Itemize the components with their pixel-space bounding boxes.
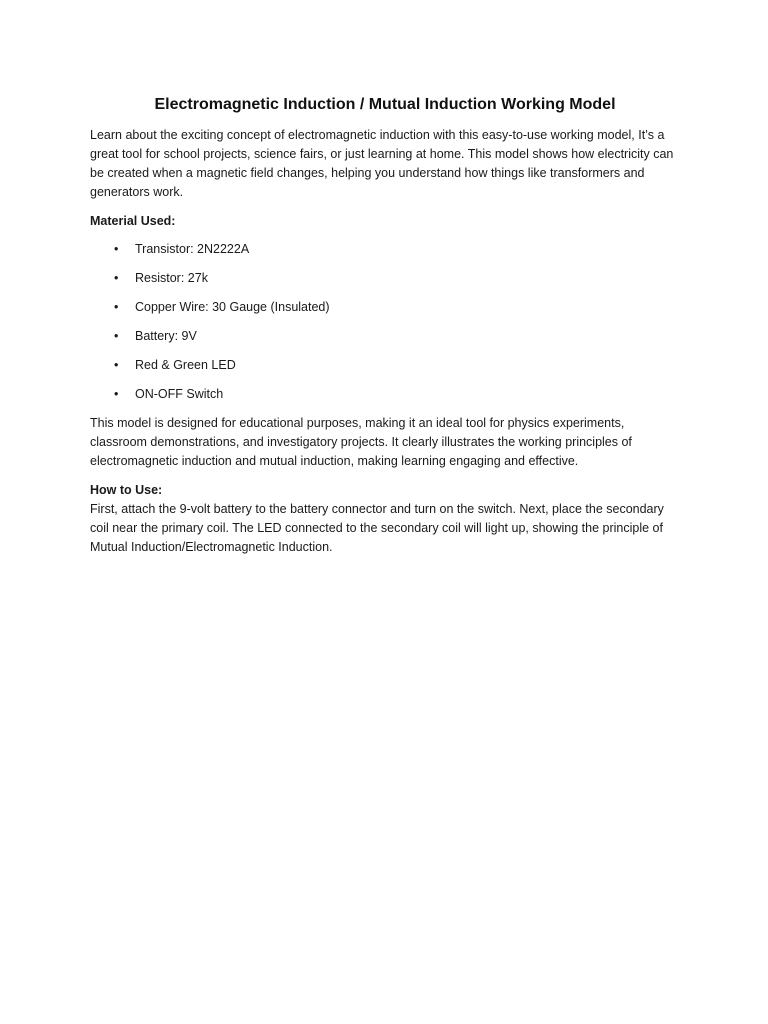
list-item xyxy=(90,269,680,288)
bullet-icon: • xyxy=(114,242,119,256)
list-item xyxy=(90,298,680,317)
bullet-icon: • xyxy=(114,358,119,372)
materials-list xyxy=(90,240,680,404)
material-label: Resistor: 27k xyxy=(135,271,208,285)
material-label: Copper Wire: 30 Gauge (Insulated) xyxy=(135,300,330,314)
material-label: Red & Green LED xyxy=(135,358,236,372)
bullet-icon: • xyxy=(114,329,119,343)
material-label: ON-OFF Switch xyxy=(135,387,224,401)
bullet-icon: • xyxy=(114,271,119,285)
list-item xyxy=(90,385,680,404)
list-item xyxy=(90,356,680,375)
bullet-icon: • xyxy=(114,387,119,401)
document-title: Electromagnetic Induction / Mutual Induction Working Model xyxy=(154,96,616,113)
howto-heading: How to Use: xyxy=(90,483,163,497)
list-item xyxy=(90,327,680,346)
material-label: Battery: 9V xyxy=(135,329,197,343)
howto-paragraph: First, attach the 9-volt battery to the battery connector and turn on the switch. Next, place the secondary coil near the primary coil. The LED connected to the secondary coil will light up, showing the principle of Mutual Induction/Electromagnetic Induction. xyxy=(90,502,664,554)
materials-heading: Material Used: xyxy=(90,214,176,228)
bullet-icon: • xyxy=(114,300,119,314)
intro-paragraph: Learn about the exciting concept of electromagnetic induction with this easy-to-use working model, It’s a great tool for school projects, science fairs, or just learning at home. This model shows how electricity can be created when a magnetic field changes, helping you understand how things like transformers and generators work. xyxy=(90,128,674,199)
list-item xyxy=(90,240,680,259)
purpose-paragraph: This model is designed for educational purposes, making it an ideal tool for physics experiments, classroom demonstrations, and investigatory projects. It clearly illustrates the working principles of electromagnetic induction and mutual induction, making learning engaging and effective. xyxy=(90,416,632,468)
material-label: Transistor: 2N2222A xyxy=(135,242,250,256)
